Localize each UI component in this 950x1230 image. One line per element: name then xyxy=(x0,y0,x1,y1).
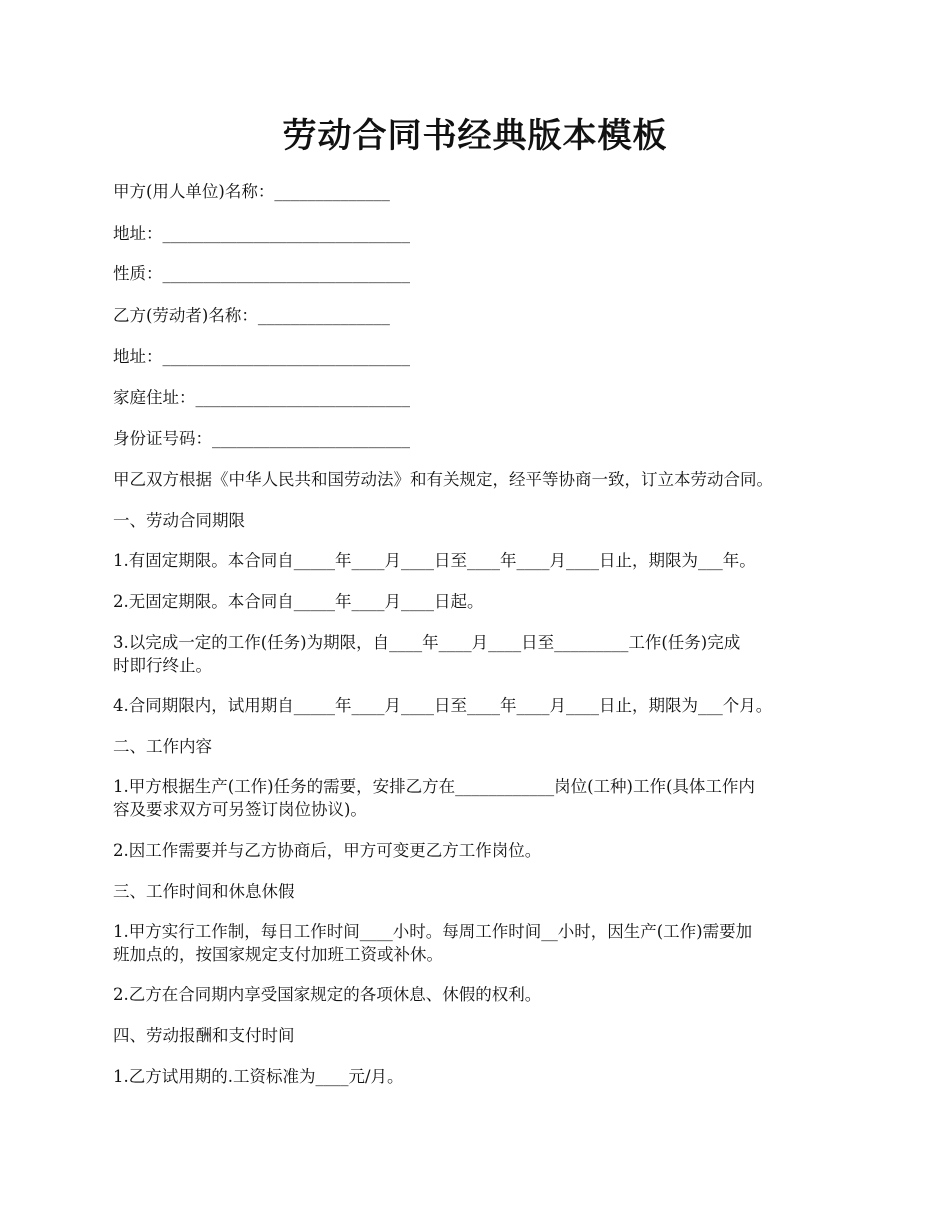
intro-paragraph: 甲乙双方根据《中华人民共和国劳动法》和有关规定，经平等协商一致，订立本劳动合同。 xyxy=(113,470,773,489)
employer-nature-field: 性质：______________________________ xyxy=(113,264,410,283)
employee-address-field: 地址：______________________________ xyxy=(113,347,410,366)
id-number-field: 身份证号码：________________________ xyxy=(113,429,410,448)
section-3-item-1-line-2: 班加点的，按国家规定支付加班工资或补休。 xyxy=(113,945,443,964)
section-1-heading: 一、劳动合同期限 xyxy=(113,511,245,530)
section-3-heading: 三、工作时间和休息休假 xyxy=(113,882,295,901)
section-2-item-1-line-2: 容及要求双方可另签订岗位协议)。 xyxy=(113,800,367,819)
section-2-item-1-line-1: 1.甲方根据生产(工作)任务的需要，安排乙方在____________岗位(工种)工作(具体工作内 xyxy=(113,777,755,796)
section-2-item-2: 2.因工作需要并与乙方协商后，甲方可变更乙方工作岗位。 xyxy=(113,841,542,860)
section-1-item-2: 2.无固定期限。本合同自_____年____月____日起。 xyxy=(113,592,484,611)
document-title: 劳动合同书经典版本模板 xyxy=(282,116,668,156)
section-4-item-1: 1.乙方试用期的.工资标准为____元/月。 xyxy=(113,1067,404,1086)
employer-name-field: 甲方(用人单位)名称：______________ xyxy=(113,182,390,201)
employer-address-field: 地址：______________________________ xyxy=(113,224,410,243)
section-2-heading: 二、工作内容 xyxy=(113,737,212,756)
section-1-item-3-line-2: 时即行终止。 xyxy=(113,656,212,675)
section-4-heading: 四、劳动报酬和支付时间 xyxy=(113,1026,295,1045)
home-address-field: 家庭住址：__________________________ xyxy=(113,388,410,407)
section-1-item-3-line-1: 3.以完成一定的工作(任务)为期限，自____年____月____日至_________工作(任务)完成 xyxy=(113,633,741,652)
section-3-item-2: 2.乙方在合同期内享受国家规定的各项休息、休假的权利。 xyxy=(113,985,542,1004)
section-1-item-1: 1.有固定期限。本合同自_____年____月____日至____年____月____日止，期限为___年。 xyxy=(113,551,756,570)
section-1-item-4: 4.合同期限内，试用期自_____年____月____日至____年____月____日止，期限为___个月。 xyxy=(113,696,773,715)
section-3-item-1-line-1: 1.甲方实行工作制，每日工作时间____小时。每周工作时间__小时，因生产(工作)需要加 xyxy=(113,922,753,941)
employee-name-field: 乙方(劳动者)名称：________________ xyxy=(113,306,390,325)
